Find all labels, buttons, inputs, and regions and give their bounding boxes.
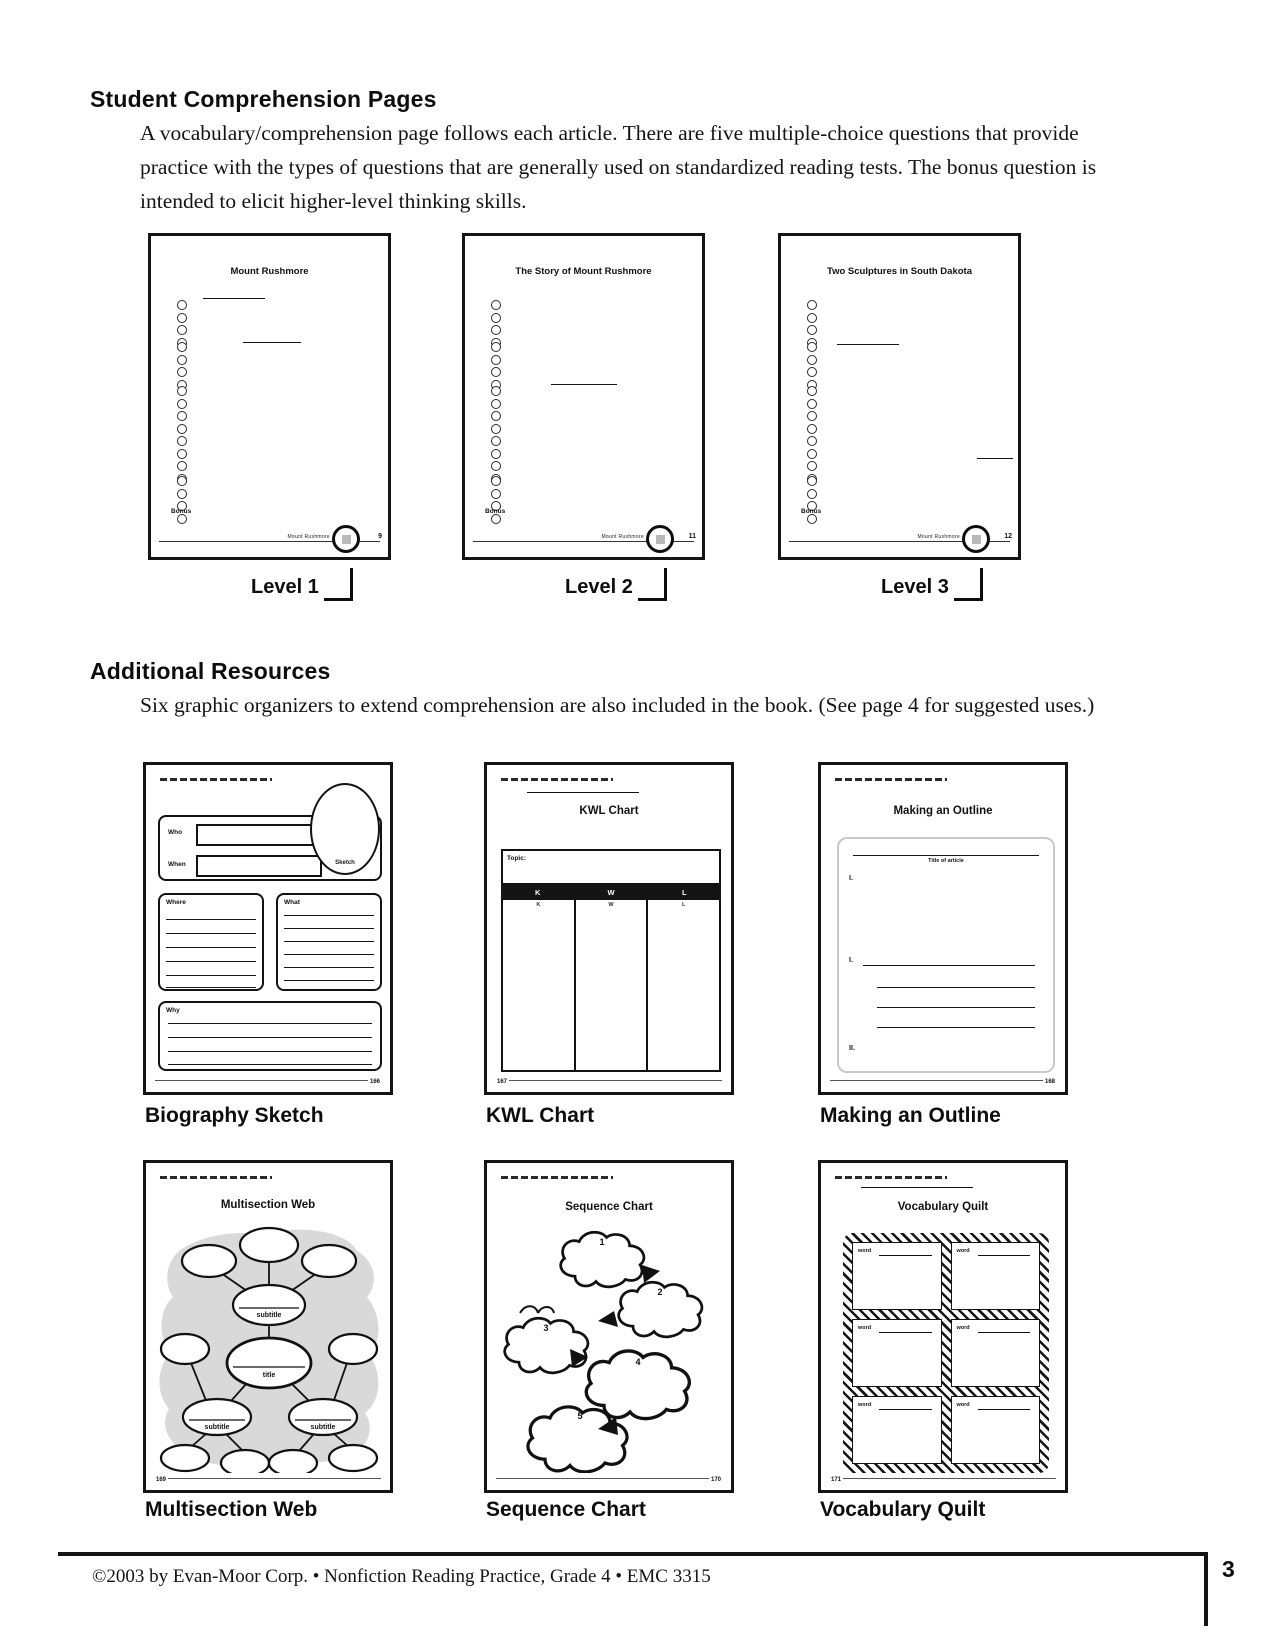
bonus-label: Bonus bbox=[485, 508, 506, 515]
cloud-number: 3 bbox=[543, 1323, 549, 1333]
header-note-line bbox=[501, 1176, 613, 1179]
organizer-thumbnail-biography-sketch bbox=[143, 762, 393, 1095]
quilt-cell: word bbox=[852, 1396, 942, 1464]
answer-bubbles bbox=[807, 476, 817, 526]
worksheet-thumbnail-level-2 bbox=[462, 233, 705, 560]
roman-numeral: I. bbox=[849, 875, 853, 882]
where-box bbox=[158, 893, 264, 991]
answer-bubbles bbox=[491, 342, 501, 392]
sheet-footer-line bbox=[830, 1478, 1056, 1479]
sheet-footer-text: Mount Rushmore bbox=[287, 534, 330, 540]
callout-line bbox=[324, 568, 353, 601]
level-icon-ring bbox=[962, 525, 990, 553]
section-heading-additional-resources: Additional Resources bbox=[90, 658, 331, 684]
topic-label: Topic: bbox=[507, 855, 527, 862]
callout-line bbox=[638, 568, 667, 601]
level-label-text: Level 2 bbox=[565, 576, 633, 598]
caption-sequence-chart: Sequence Chart bbox=[486, 1498, 646, 1521]
worksheet-thumbnail-level-1 bbox=[148, 233, 391, 560]
header-note-line bbox=[501, 778, 613, 781]
answer-bubbles bbox=[491, 386, 501, 436]
section-heading-student-comprehension: Student Comprehension Pages bbox=[90, 86, 437, 112]
organizer-thumbnail-sequence-chart bbox=[484, 1160, 734, 1493]
where-label: Where bbox=[166, 899, 186, 906]
answer-bubbles bbox=[491, 476, 501, 526]
header-note-line bbox=[160, 1176, 272, 1179]
kwl-column-w: W bbox=[574, 900, 647, 1070]
quilt-cell: word bbox=[951, 1396, 1041, 1464]
sheet-footer-line bbox=[496, 1080, 722, 1081]
kwl-column-l: L bbox=[646, 900, 719, 1070]
blank-line bbox=[977, 458, 1013, 459]
sheet-page-number: 170 bbox=[710, 1477, 721, 1483]
who-field bbox=[196, 824, 322, 846]
level-2-label bbox=[565, 566, 667, 599]
sketch-oval bbox=[310, 783, 380, 875]
column-header-w: W bbox=[607, 888, 615, 897]
answer-bubbles bbox=[177, 386, 187, 436]
what-box bbox=[276, 893, 382, 991]
sheet-footer-line bbox=[155, 1080, 381, 1081]
section2-body-text: Six graphic organizers to extend comprehension are also included in the book. (See page 4 for suggested uses.) bbox=[140, 693, 1095, 717]
organizer-thumbnail-vocabulary-quilt bbox=[818, 1160, 1068, 1493]
name-line bbox=[861, 1187, 973, 1188]
sheet-footer-text: Mount Rushmore bbox=[917, 534, 960, 540]
worksheet-title: Two Sculptures in South Dakota bbox=[827, 266, 972, 277]
bonus-label: Bonus bbox=[801, 508, 822, 515]
why-box bbox=[158, 1001, 382, 1071]
blank-line bbox=[551, 384, 617, 385]
outline-box bbox=[837, 837, 1055, 1073]
cloud-number: 4 bbox=[635, 1357, 641, 1367]
subtitle-label: subtitle bbox=[310, 1424, 336, 1431]
blank-line bbox=[243, 342, 301, 343]
level-label-text: Level 1 bbox=[251, 576, 319, 598]
bonus-label: Bonus bbox=[171, 508, 192, 515]
kwl-header-row bbox=[501, 885, 721, 900]
organizer-thumbnail-making-an-outline bbox=[818, 762, 1068, 1095]
title-of-article-label: Title of article bbox=[928, 858, 964, 864]
web-diagram bbox=[151, 1221, 385, 1473]
caption-multisection-web: Multisection Web bbox=[145, 1498, 318, 1521]
sheet-page-number: 168 bbox=[1044, 1079, 1055, 1085]
organizer-title: Vocabulary Quilt bbox=[897, 1201, 989, 1213]
sequence-diagram bbox=[492, 1221, 726, 1473]
caption-biography-sketch: Biography Sketch bbox=[145, 1104, 324, 1127]
roman-numeral: I. bbox=[849, 957, 853, 964]
sheet-page-number: 171 bbox=[831, 1477, 842, 1483]
name-line bbox=[527, 792, 639, 793]
cloud-number: 1 bbox=[599, 1237, 605, 1247]
footer-credit-text: ©2003 by Evan-Moor Corp. • Nonfiction Reading Practice, Grade 4 • EMC 3315 bbox=[92, 1566, 711, 1587]
answer-bubbles bbox=[807, 342, 817, 392]
page-number: 3 bbox=[1222, 1556, 1235, 1582]
answer-bubbles bbox=[177, 342, 187, 392]
worksheet-thumbnail-level-3 bbox=[778, 233, 1021, 560]
level-icon-ring bbox=[332, 525, 360, 553]
callout-line bbox=[954, 568, 983, 601]
header-note-line bbox=[835, 1176, 947, 1179]
kwl-columns bbox=[501, 900, 721, 1072]
cloud-number: 2 bbox=[657, 1287, 663, 1297]
subtitle-label: subtitle bbox=[256, 1312, 282, 1319]
sheet-page-number: 166 bbox=[369, 1079, 380, 1085]
title-label: title bbox=[262, 1372, 276, 1379]
organizer-title: KWL Chart bbox=[579, 805, 639, 817]
level-label-text: Level 3 bbox=[881, 576, 949, 598]
level-3-label bbox=[881, 566, 983, 599]
who-label: Who bbox=[168, 829, 183, 836]
why-label: Why bbox=[166, 1007, 180, 1014]
answer-bubbles bbox=[807, 386, 817, 436]
quilt-grid bbox=[843, 1233, 1049, 1473]
column-header-k: K bbox=[534, 888, 541, 897]
kwl-column-k: K bbox=[536, 902, 541, 908]
quilt-cell: word bbox=[852, 1242, 942, 1310]
footer-rule bbox=[58, 1552, 1208, 1626]
quilt-cell: word bbox=[852, 1319, 942, 1387]
organizer-thumbnail-multisection-web bbox=[143, 1160, 393, 1493]
section1-body-text: A vocabulary/comprehension page follows each article. There are five multiple-choice questions that provide practice with the types of questions that are generally used on standardized reading tests. The bonus question is intended to elicit higher-level thinking skills. bbox=[140, 121, 1097, 213]
sheet-footer-line bbox=[155, 1478, 381, 1479]
sketch-label: Sketch bbox=[335, 860, 355, 866]
quilt-cell: word bbox=[951, 1242, 1041, 1310]
when-label: When bbox=[168, 861, 186, 868]
organizer-title: Making an Outline bbox=[893, 805, 993, 817]
sheet-page-number: 12 bbox=[1004, 533, 1012, 540]
what-label: What bbox=[284, 899, 300, 906]
sheet-page-number: 11 bbox=[688, 533, 696, 540]
when-field bbox=[196, 855, 322, 877]
sheet-footer-line bbox=[830, 1080, 1056, 1081]
sheet-page-number: 167 bbox=[497, 1079, 508, 1085]
worksheet-title: Mount Rushmore bbox=[230, 266, 309, 277]
level-icon-ring bbox=[646, 525, 674, 553]
blank-line bbox=[837, 344, 899, 345]
level-1-label bbox=[251, 566, 353, 599]
sheet-footer-text: Mount Rushmore bbox=[601, 534, 644, 540]
topic-box bbox=[501, 849, 721, 885]
organizer-title: Sequence Chart bbox=[565, 1201, 653, 1213]
sheet-footer-line bbox=[496, 1478, 722, 1479]
sheet-page-number: 9 bbox=[378, 533, 382, 540]
cloud-number: 5 bbox=[577, 1411, 583, 1421]
worksheet-title: The Story of Mount Rushmore bbox=[515, 266, 652, 277]
roman-numeral: II. bbox=[849, 1045, 855, 1052]
organizer-thumbnail-kwl-chart bbox=[484, 762, 734, 1095]
answer-bubbles bbox=[177, 476, 187, 526]
quilt-cell: word bbox=[951, 1319, 1041, 1387]
subtitle-label: subtitle bbox=[204, 1424, 230, 1431]
header-note-line bbox=[160, 778, 272, 781]
sheet-page-number: 169 bbox=[156, 1477, 167, 1483]
blank-line bbox=[203, 298, 265, 299]
caption-vocabulary-quilt: Vocabulary Quilt bbox=[820, 1498, 986, 1521]
caption-kwl-chart: KWL Chart bbox=[486, 1104, 595, 1127]
caption-making-an-outline: Making an Outline bbox=[820, 1104, 1001, 1127]
organizer-title: Multisection Web bbox=[220, 1199, 316, 1211]
header-note-line bbox=[835, 778, 947, 781]
column-header-l: L bbox=[682, 888, 687, 897]
